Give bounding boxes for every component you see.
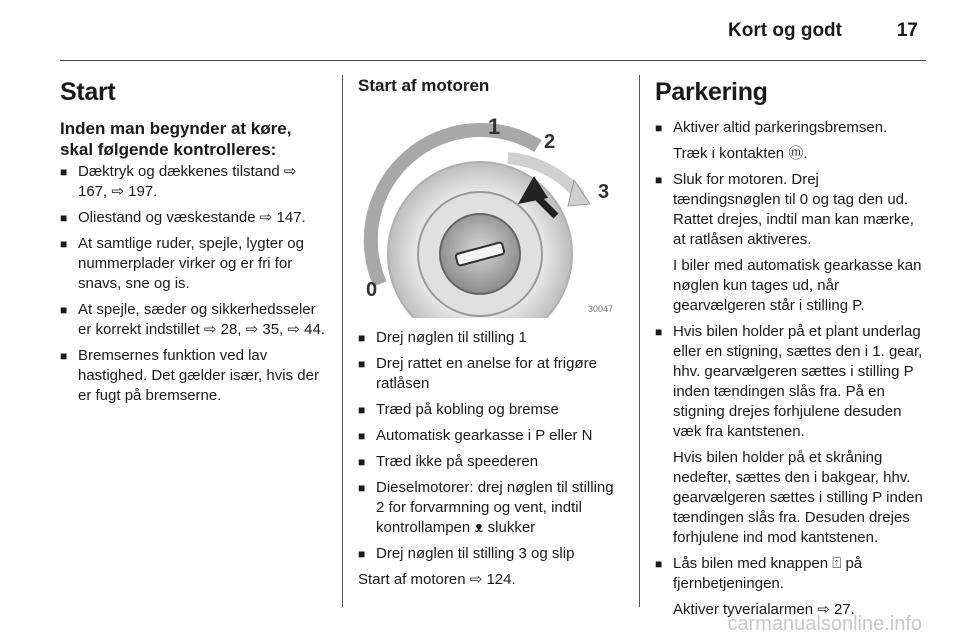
column-divider-2: [639, 75, 640, 607]
list-item: ■ Automatisk gearkasse i P eller N: [358, 426, 626, 446]
ignition-figure: [358, 106, 620, 318]
list-item: ■ Drej rattet en anelse for at frigøre ratlåsen: [358, 354, 626, 394]
column-parking: [655, 70, 927, 626]
list-item-note: I biler med automatisk gearkasse kan nøglen kun tages ud, når gearvælgeren står i stilling P.: [673, 257, 922, 314]
engine-start-reference: Start af motoren ⇨ 124.: [358, 571, 516, 588]
page-header: [0, 0, 960, 60]
list-item-text: Lås bilen med knappen ⍐ på fjernbetjeningen.: [673, 555, 863, 592]
position-label-0: 0: [366, 279, 378, 301]
list-item-note: Aktiver tyverialarmen ⇨ 27.: [673, 601, 855, 618]
column-start: [60, 70, 328, 412]
list-item-note: Træk i kontakten ⓜ.: [673, 145, 808, 162]
column-divider-1: [342, 75, 343, 607]
position-label-1: 1: [488, 114, 501, 139]
column-engine-start: [358, 70, 626, 590]
list-item: ■ Drej nøglen til stilling 3 og slip: [358, 544, 626, 564]
list-item: ■ Træd ikke på speederen: [358, 452, 626, 472]
list-item: [655, 554, 927, 620]
list-item: [655, 118, 927, 164]
figure-code: 30047: [588, 304, 614, 314]
page-section-title: Kort og godt: [728, 20, 842, 41]
list-item: ■ Dieselmotorer: drej nøglen til stilling 2 for forvarmning og vent, indtil kontrollampen ᴥ slukker: [358, 478, 626, 538]
position-label-3: 3: [598, 181, 610, 203]
checklist: [60, 162, 328, 406]
list-item: ■ Bremsernes funktion ved lav hastighed. Det gælder især, hvis der er fugt på bremserne.: [60, 346, 328, 406]
list-item: ■ At samtlige ruder, spejle, lygter og nummerplader virker og er fri for snavs, sne og is.: [60, 234, 328, 294]
subheading-checks: Inden man begynder at køre, skal følgende kontrolleres:: [60, 119, 292, 159]
position-label-2: 2: [544, 131, 556, 153]
heading-parking: Parkering: [655, 78, 768, 106]
list-item: ■ Drej nøglen til stilling 1: [358, 328, 626, 348]
list-item-text: Sluk for motoren. Drej tændingsnøglen til 0 og tag den ud. Rattet drejes, indtil man kan mærke, at ratlåsen aktiveres.: [673, 171, 914, 248]
list-item: ■ Træd på kobling og bremse: [358, 400, 626, 420]
heading-engine-start: Start af motoren: [358, 76, 490, 95]
list-item: [655, 322, 927, 548]
parking-steps: [655, 118, 927, 620]
list-item-text: Hvis bilen holder på et plant underlag eller en stigning, sættes den i 1. gear, hhv. gearvælgeren sættes i stilling P inden tændingen slås fra. På en stigning drejes forhjulene desuden væk fra kantstenen.: [673, 323, 923, 440]
list-item-text: Aktiver altid parkeringsbremsen.: [673, 119, 888, 136]
heading-start: Start: [60, 78, 116, 106]
ignition-diagram: [358, 106, 620, 318]
list-item: ■ At spejle, sæder og sikkerhedsseler er korrekt indstillet ⇨ 28, ⇨ 35, ⇨ 44.: [60, 300, 328, 340]
page-number: 17: [896, 20, 918, 41]
list-item: ■ Oliestand og væskestande ⇨ 147.: [60, 208, 328, 228]
list-item: ■ Dæktryk og dækkenes tilstand ⇨ 167, ⇨ 197.: [60, 162, 328, 202]
engine-start-steps: [358, 328, 626, 564]
header-divider: [60, 60, 926, 61]
list-item-note: Hvis bilen holder på et skråning nedefter, sættes den i bakgear, hhv. gearvælgeren sættes i stilling P inden tændingen slås fra. Desuden drejes forhjulene ind mod kantstenen.: [673, 449, 923, 546]
watermark: carmanualsonline.info: [727, 613, 922, 635]
list-item: [655, 170, 927, 316]
